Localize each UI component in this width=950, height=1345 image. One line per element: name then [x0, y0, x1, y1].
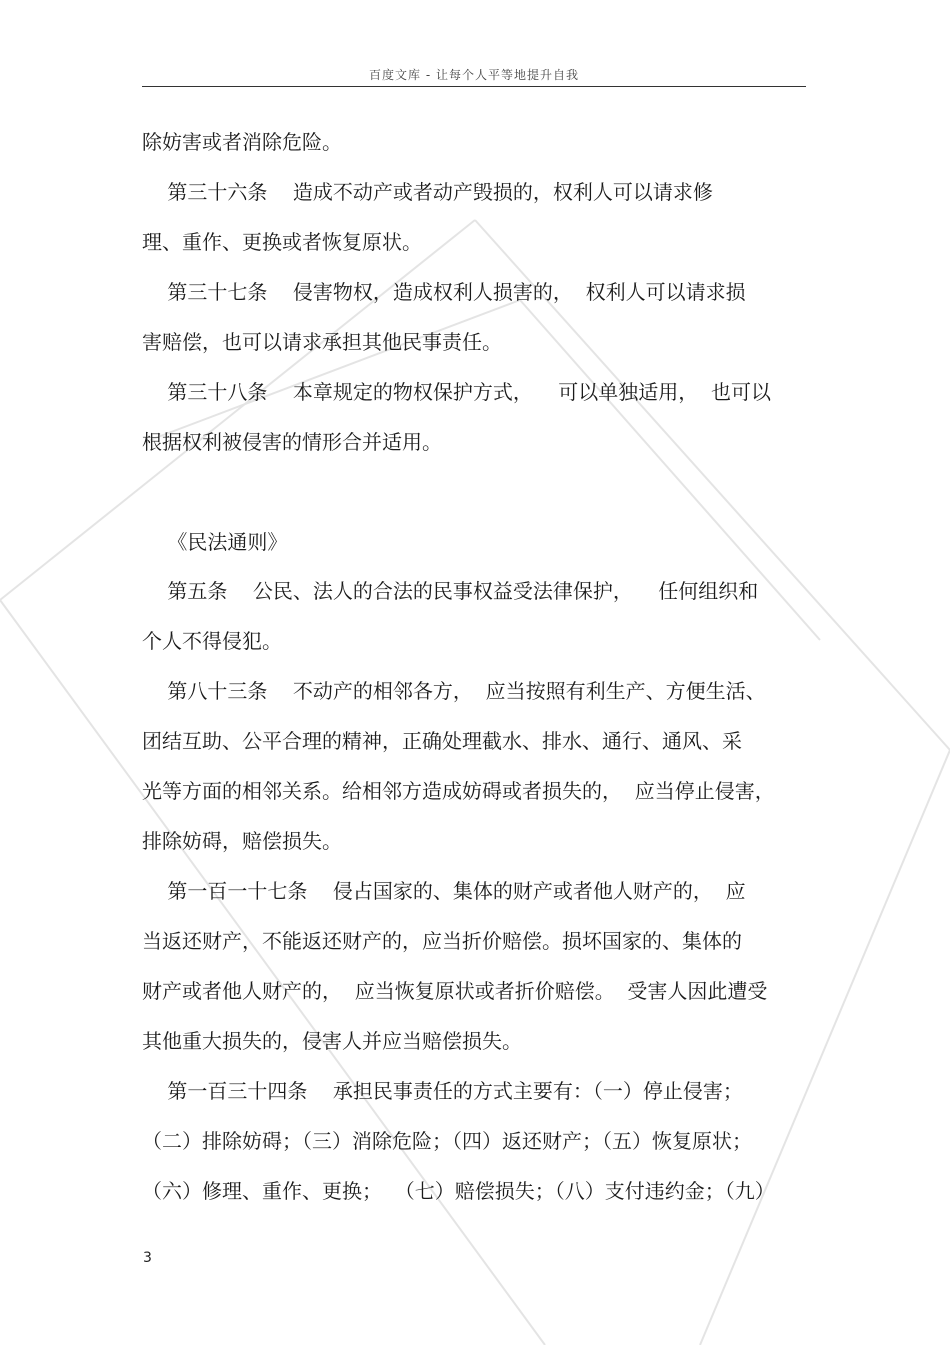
text-line: 排除妨碍，赔偿损失。: [142, 829, 342, 853]
text-line: 个人不得侵犯。: [142, 629, 282, 653]
page-number: 3: [143, 1250, 152, 1266]
section-title: 《民法通则》: [142, 530, 288, 554]
header-divider: [142, 86, 806, 87]
text-line: 理、重作、更换或者恢复原状。: [142, 230, 422, 254]
text-line: 第一百三十四条 承担民事责任的方式主要有：（一）停止侵害；: [142, 1079, 743, 1103]
text-line: 财产或者他人财产的， 应当恢复原状或者折价赔偿。 受害人因此遭受: [142, 979, 768, 1003]
page-header: 百度文库 - 让每个人平等地提升自我: [369, 68, 579, 82]
text-line: 其他重大损失的，侵害人并应当赔偿损失。: [142, 1029, 522, 1053]
text-line: 第一百一十七条 侵占国家的、集体的财产或者他人财产的， 应: [142, 879, 746, 903]
text-line: 当返还财产，不能返还财产的，应当折价赔偿。损坏国家的、集体的: [142, 929, 742, 953]
text-line: 第三十六条 造成不动产或者动产毁损的，权利人可以请求修: [142, 180, 713, 204]
text-line: 第八十三条 不动产的相邻各方， 应当按照有利生产、方便生活、: [142, 679, 766, 703]
text-line: 第五条 公民、法人的合法的民事权益受法律保护， 任何组织和: [142, 579, 759, 603]
text-line: 除妨害或者消除危险。: [142, 130, 342, 154]
text-line: （六）修理、重作、更换； （七）赔偿损失；（八）支付违约金；（九）: [142, 1179, 775, 1203]
text-line: （二）排除妨碍；（三）消除危险；（四）返还财产；（五）恢复原状；: [142, 1129, 752, 1153]
text-line: 害赔偿，也可以请求承担其他民事责任。: [142, 330, 502, 354]
text-line: 光等方面的相邻关系。给相邻方造成妨碍或者损失的， 应当停止侵害，: [142, 779, 775, 803]
text-line: 第三十七条 侵害物权，造成权利人损害的， 权利人可以请求损: [142, 280, 746, 304]
text-line: 团结互助、公平合理的精神，正确处理截水、排水、通行、通风、采: [142, 729, 742, 753]
text-line: 根据权利被侵害的情形合并适用。: [142, 430, 442, 454]
text-line: 第三十八条 本章规定的物权保护方式， 可以单独适用， 也可以: [142, 380, 772, 404]
